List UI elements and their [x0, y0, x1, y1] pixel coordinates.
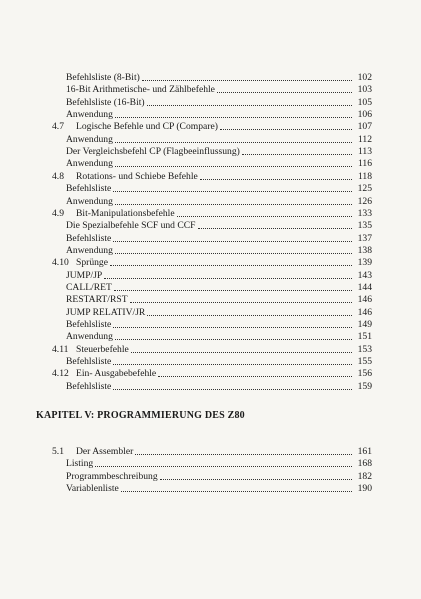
- toc-page-number: 190: [357, 483, 372, 494]
- dot-leader: [95, 466, 352, 467]
- toc-entry-title: CALL/RET: [66, 282, 112, 293]
- dot-leader: [115, 117, 352, 118]
- dot-leader: [177, 216, 352, 217]
- dot-leader: [115, 204, 352, 205]
- dot-leader: [135, 454, 352, 455]
- toc-page-number: 143: [357, 270, 372, 281]
- toc-page-number: 182: [357, 471, 372, 482]
- dot-leader: [121, 491, 352, 492]
- chapter-heading: KAPITEL V: PROGRAMMIERUNG DES Z80: [36, 410, 245, 421]
- toc-section-number: 4.11: [52, 344, 69, 355]
- toc-page-number: 151: [357, 331, 372, 342]
- toc-section-number: 5.1: [52, 446, 64, 457]
- dot-leader: [147, 105, 352, 106]
- toc-row: [66, 307, 372, 319]
- toc-page-number: 138: [357, 245, 372, 256]
- toc-row: [66, 356, 372, 368]
- toc-row: [66, 183, 372, 195]
- toc-row: [66, 471, 372, 483]
- toc-entry-title: Der Vergleichsbefehl CP (Flagbeeinflussung): [66, 146, 240, 157]
- toc-row: [66, 381, 372, 393]
- toc-row: [66, 220, 372, 232]
- toc-page-number: 112: [357, 134, 372, 145]
- toc-entry-title: Variablenliste: [66, 483, 119, 494]
- toc-row: [66, 97, 372, 109]
- toc-row: [66, 233, 372, 245]
- toc-entry-title: Befehlsliste: [66, 319, 112, 330]
- dot-leader: [130, 302, 352, 303]
- dot-leader: [158, 376, 352, 377]
- toc-row: [52, 121, 372, 133]
- toc-entry-title: Bit-Manipulationsbefehle: [76, 208, 175, 219]
- toc-page-number: 161: [357, 446, 372, 457]
- toc-entry-title: Anwendung: [66, 331, 113, 342]
- dot-leader: [142, 80, 352, 81]
- toc-entry-title: Befehlsliste: [66, 183, 112, 194]
- toc-row: [52, 208, 372, 220]
- dot-leader: [113, 389, 352, 390]
- dot-leader: [113, 191, 352, 192]
- toc-page-number: 137: [357, 233, 372, 244]
- toc-entry-title: 16-Bit Arithmetische- und Zählbefehle: [66, 84, 215, 95]
- dot-leader: [115, 339, 352, 340]
- toc-row: [52, 368, 372, 380]
- toc-page-number: 156: [357, 368, 372, 379]
- toc-entry-title: Logische Befehle und CP (Compare): [76, 121, 218, 132]
- toc-section-number: 4.7: [52, 121, 64, 132]
- dot-leader: [114, 290, 352, 291]
- toc-row: [66, 196, 372, 208]
- toc-entry-title: Listing: [66, 458, 94, 469]
- toc-row: [66, 245, 372, 257]
- toc-entry-title: RESTART/RST: [66, 294, 128, 305]
- toc-page-number: 103: [357, 84, 372, 95]
- toc-row: [52, 257, 372, 269]
- dot-leader: [131, 352, 352, 353]
- toc-page-number: 135: [357, 220, 372, 231]
- toc-row: [66, 84, 372, 96]
- toc-page-number: 139: [357, 257, 372, 268]
- toc-section-number: 4.8: [52, 171, 64, 182]
- toc-row: [66, 146, 372, 158]
- toc-entry-title: Befehlsliste: [66, 381, 112, 392]
- toc-entry-title: JUMP RELATIV/JR: [66, 307, 146, 318]
- toc-section-number: 4.10: [52, 257, 69, 268]
- toc-row: [66, 331, 372, 343]
- toc-entry-title: Befehlsliste (8-Bit): [66, 72, 140, 83]
- dot-leader: [217, 92, 352, 93]
- toc-entry-title: Sprünge: [76, 257, 108, 268]
- toc-row: [66, 282, 372, 294]
- toc-entry-title: Anwendung: [66, 245, 113, 256]
- toc-page-number: 149: [357, 319, 372, 330]
- toc-row: [52, 446, 372, 458]
- toc-entry-title: Befehlsliste: [66, 233, 112, 244]
- toc-entry-title: Anwendung: [66, 134, 113, 145]
- dot-leader: [242, 154, 352, 155]
- toc-row: [66, 72, 372, 84]
- toc-page-number: 133: [357, 208, 372, 219]
- toc-page-number: 118: [357, 171, 372, 182]
- toc-entry-title: JUMP/JP: [66, 270, 103, 281]
- toc-page-number: 144: [357, 282, 372, 293]
- toc-entry-title: Befehlsliste (16-Bit): [66, 97, 145, 108]
- toc-page-number: 153: [357, 344, 372, 355]
- toc-row: [66, 294, 372, 306]
- toc-page-number: 155: [357, 356, 372, 367]
- toc-section-number: 4.12: [52, 368, 69, 379]
- dot-leader: [115, 142, 352, 143]
- dot-leader: [147, 315, 352, 316]
- toc-entry-title: Programmbeschreibung: [66, 471, 158, 482]
- dot-leader: [110, 265, 352, 266]
- toc-row: [66, 270, 372, 282]
- dot-leader: [115, 166, 352, 167]
- toc-row: [66, 483, 372, 495]
- toc-entry-title: Anwendung: [66, 196, 113, 207]
- toc-row: [52, 171, 372, 183]
- toc-row: [66, 109, 372, 121]
- toc-entry-title: Der Assembler: [76, 446, 134, 457]
- toc-section-number: 4.9: [52, 208, 64, 219]
- toc-page-number: 107: [357, 121, 372, 132]
- toc-page-number: 102: [357, 72, 372, 83]
- toc-row: [66, 319, 372, 331]
- toc-entry-title: Ein- Ausgabebefehle: [76, 368, 157, 379]
- dot-leader: [113, 327, 352, 328]
- toc-row: [66, 158, 372, 170]
- toc-page-number: 116: [357, 158, 372, 169]
- dot-leader: [115, 253, 352, 254]
- dot-leader: [113, 364, 352, 365]
- toc-page-number: 146: [357, 294, 372, 305]
- toc-row: [52, 344, 372, 356]
- toc-page-number: 106: [357, 109, 372, 120]
- toc-entry-title: Anwendung: [66, 158, 113, 169]
- toc-entry-title: Anwendung: [66, 109, 113, 120]
- toc-entry-title: Steuerbefehle: [76, 344, 129, 355]
- toc-entry-title: Rotations- und Schiebe Befehle: [76, 171, 198, 182]
- dot-leader: [220, 129, 352, 130]
- dot-leader: [104, 278, 352, 279]
- toc-entry-title: Befehlsliste: [66, 356, 112, 367]
- toc-entry-title: Die Spezialbefehle SCF und CCF: [66, 220, 196, 231]
- toc-page-number: 125: [357, 183, 372, 194]
- dot-leader: [160, 479, 352, 480]
- dot-leader: [198, 228, 352, 229]
- toc-page-number: 168: [357, 458, 372, 469]
- toc-page-number: 146: [357, 307, 372, 318]
- toc-page-number: 105: [357, 97, 372, 108]
- toc-row: [66, 458, 372, 470]
- toc-row: [66, 134, 372, 146]
- toc-page-number: 113: [357, 146, 372, 157]
- dot-leader: [200, 179, 352, 180]
- toc-page-number: 159: [357, 381, 372, 392]
- dot-leader: [113, 241, 352, 242]
- toc-page-number: 126: [357, 196, 372, 207]
